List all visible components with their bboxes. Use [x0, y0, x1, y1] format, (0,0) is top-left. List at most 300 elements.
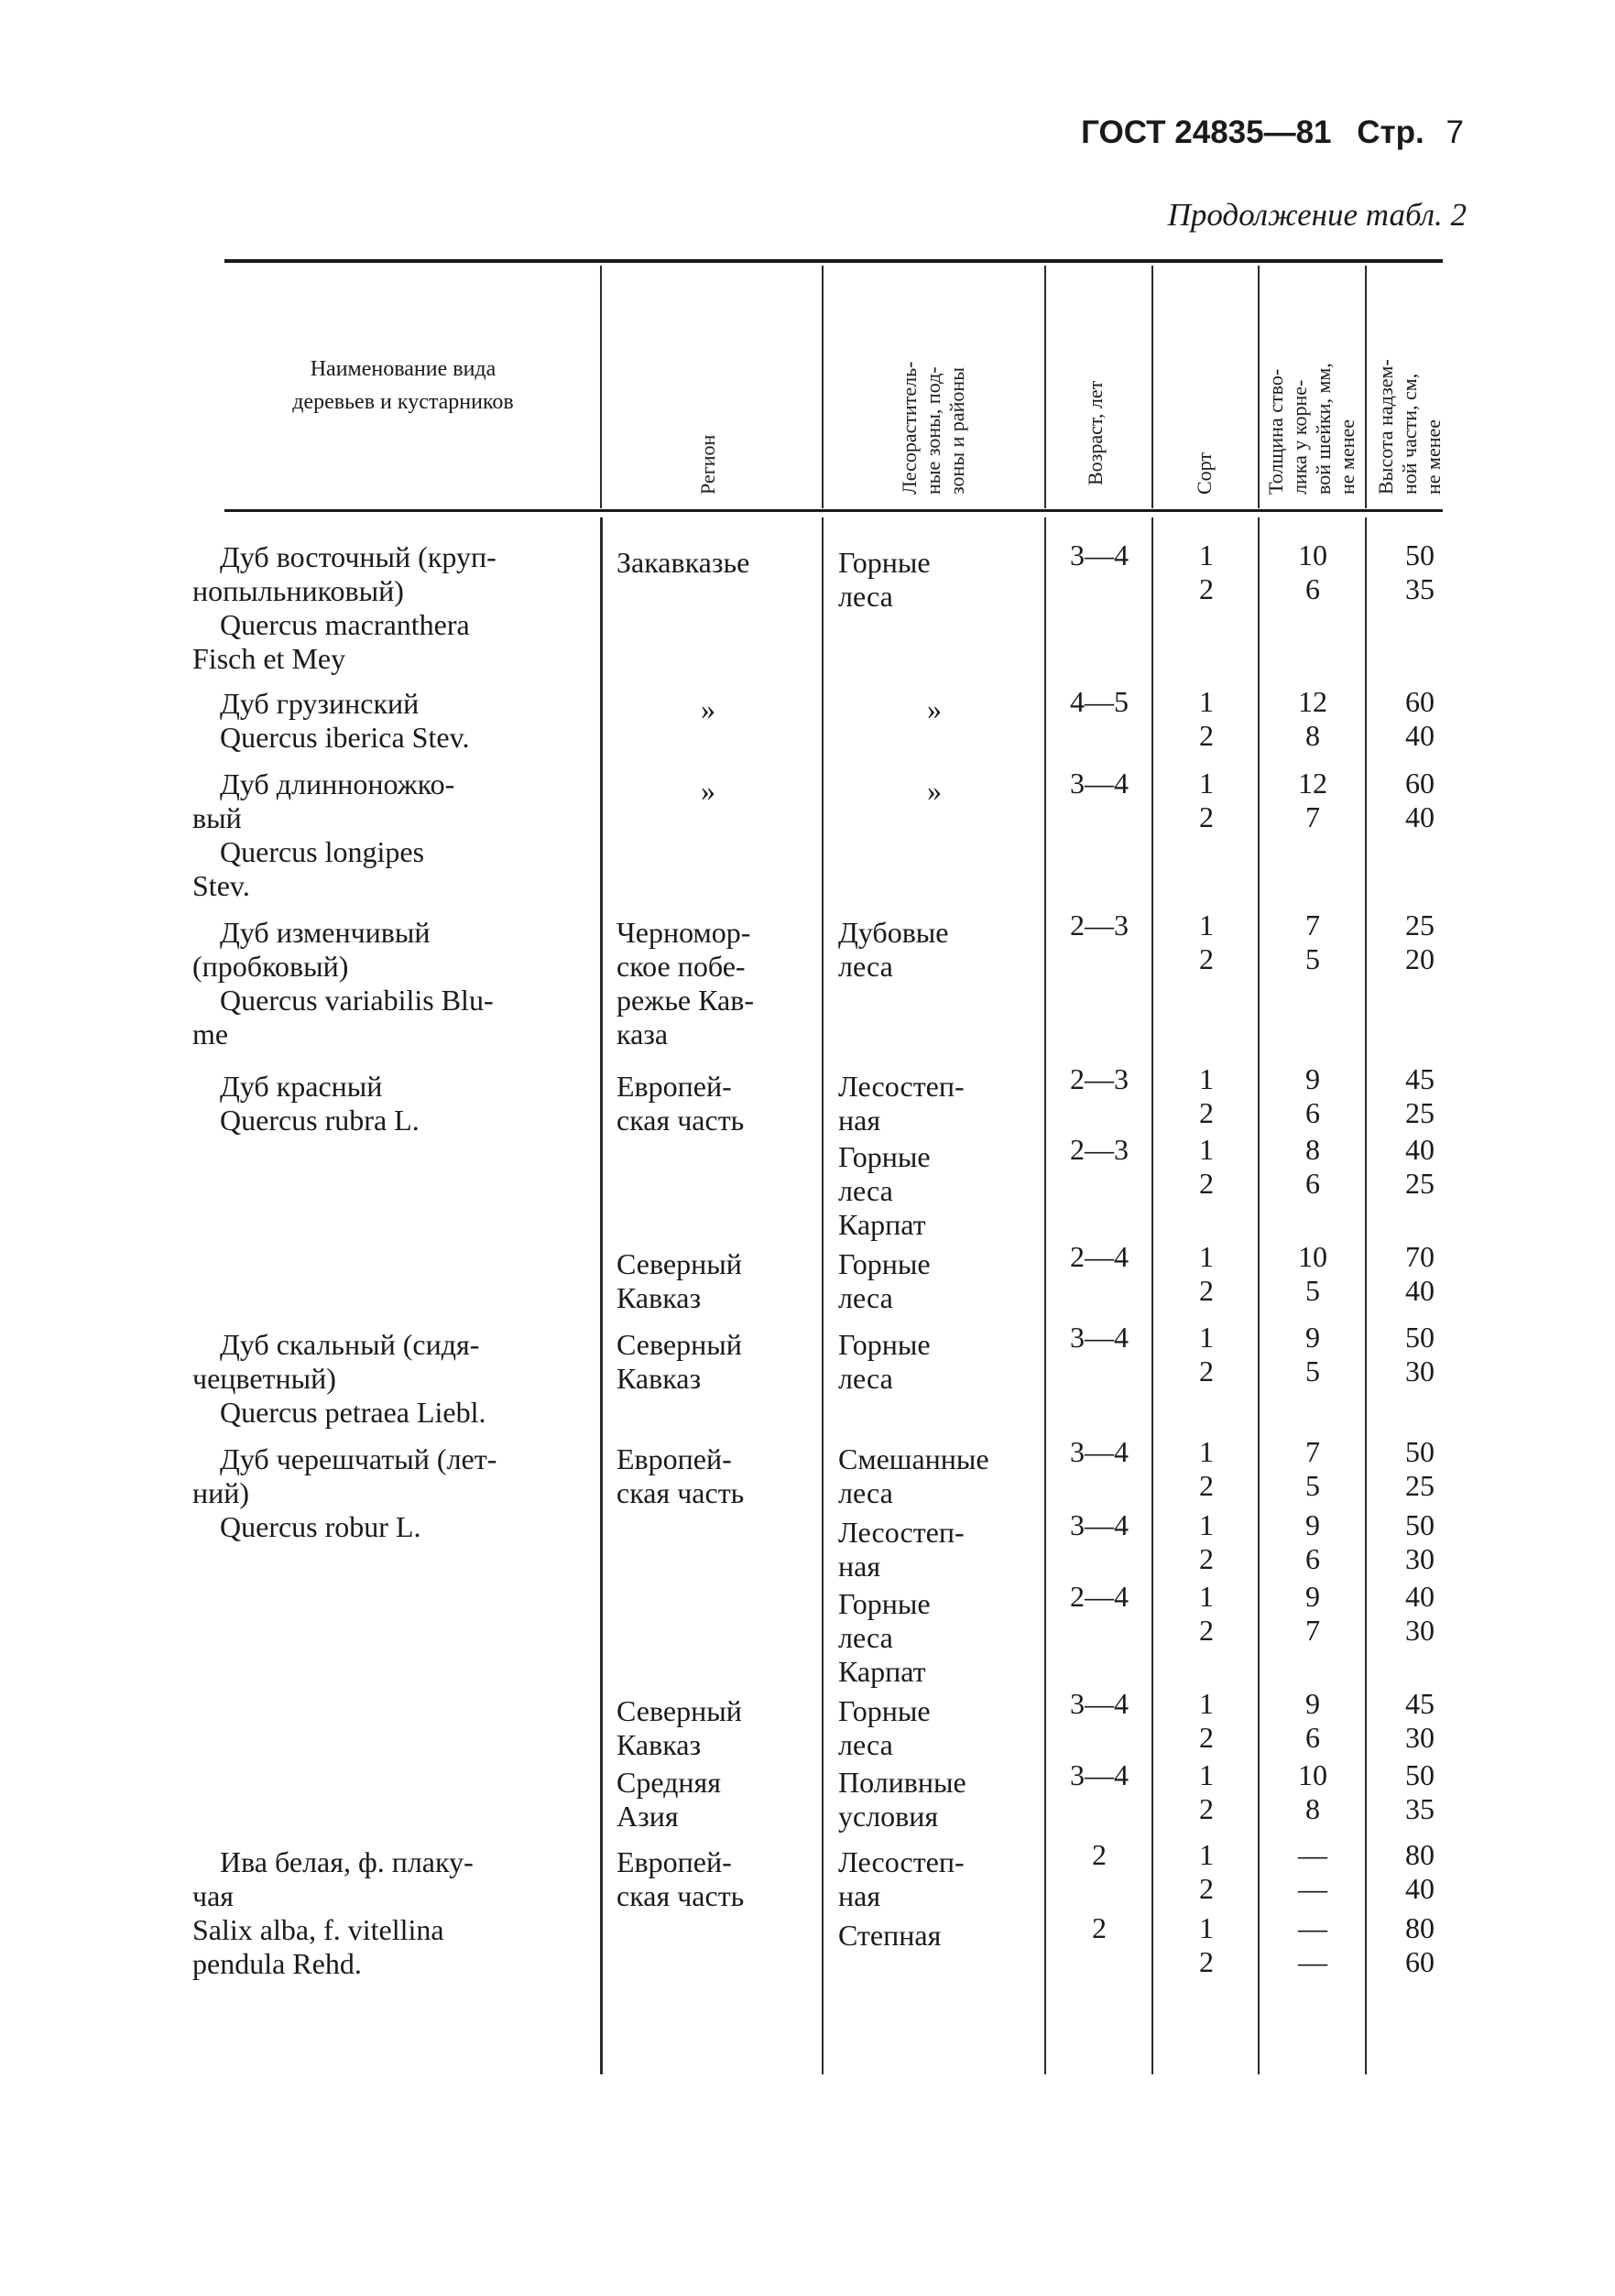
zone-cell	[838, 1328, 931, 1396]
species-name	[192, 1442, 582, 1544]
col-header-grade	[1193, 452, 1217, 495]
thickness-cell-line: 6	[1305, 1542, 1320, 1575]
region-cell	[701, 692, 715, 726]
standard-number: ГОСТ 24835—81	[1081, 114, 1332, 150]
age-cell: 2—3	[1070, 1062, 1129, 1095]
region-cell	[617, 1694, 742, 1762]
region-cell	[617, 1442, 744, 1510]
thickness-cell-line: —	[1298, 1872, 1327, 1905]
thickness-cell	[1262, 1240, 1363, 1308]
region-line: ское побе-	[617, 950, 746, 983]
col-divider-2-head	[822, 266, 824, 508]
region-cell	[617, 916, 754, 1051]
zone-cell-line: Горные	[838, 1328, 931, 1361]
name-line: ний)	[192, 1476, 250, 1509]
name-line: Quercus longipes	[220, 835, 425, 868]
region-line: »	[701, 692, 715, 725]
thickness-cell	[1262, 1911, 1363, 1979]
grade-cell	[1156, 767, 1257, 834]
name-line: Дуб скальный (сидя-	[220, 1328, 480, 1361]
zone-cell	[838, 1516, 965, 1583]
height-cell	[1369, 1321, 1470, 1388]
zone-cell	[838, 1070, 965, 1137]
height-cell-line: 50	[1405, 539, 1435, 571]
zone-cell-line: Дубовые	[838, 916, 949, 949]
zone-cell-line: Карпат	[838, 1655, 926, 1688]
col-header-line: зоны и районы	[945, 367, 968, 495]
zone-cell-line: »	[927, 692, 942, 725]
height-cell-line: 35	[1405, 1792, 1435, 1825]
height-cell	[1369, 767, 1470, 834]
region-line: Северный	[617, 1694, 742, 1727]
height-cell	[1369, 1758, 1470, 1826]
thickness-cell-line: 7	[1305, 1614, 1320, 1647]
grade-cell-line: 2	[1199, 1792, 1214, 1825]
grade-cell	[1156, 1911, 1257, 1979]
zone-cell-line: Горные	[838, 1247, 931, 1280]
grade-cell-line: 1	[1199, 1911, 1214, 1944]
age-cell: 2—4	[1070, 1580, 1129, 1613]
height-cell	[1369, 1838, 1470, 1906]
grade-cell	[1156, 1133, 1257, 1201]
grade-cell	[1156, 909, 1257, 976]
thickness-cell	[1262, 1580, 1363, 1648]
height-cell	[1369, 1435, 1470, 1503]
thickness-cell	[1262, 539, 1363, 606]
zone-cell	[838, 1247, 931, 1315]
zone-cell-line: Лесостеп-	[838, 1516, 965, 1549]
height-cell-line: 40	[1405, 1133, 1435, 1166]
grade-cell-line: 2	[1199, 800, 1214, 833]
zone-cell-line: Степная	[838, 1919, 942, 1952]
height-cell-line: 25	[1405, 909, 1435, 941]
region-cell	[617, 1070, 744, 1137]
height-cell-line: 80	[1405, 1838, 1435, 1871]
name-line: Дуб изменчивый	[220, 916, 431, 949]
thickness-cell	[1262, 1435, 1363, 1503]
thickness-cell-line: 5	[1305, 1469, 1320, 1502]
age-cell: 2	[1092, 1911, 1107, 1944]
name-line: вый	[192, 801, 242, 834]
col-header-line: ные зоны, под-	[922, 366, 944, 495]
height-cell-line: 40	[1405, 800, 1435, 833]
grade-cell-line: 2	[1199, 1096, 1214, 1129]
grade-cell	[1156, 1687, 1257, 1755]
col-divider-1-head	[600, 266, 602, 508]
height-cell	[1369, 685, 1470, 753]
grade-cell-line: 2	[1199, 1721, 1214, 1754]
col-header-line: ной части, см,	[1398, 373, 1421, 495]
thickness-cell-line: 9	[1305, 1508, 1320, 1541]
zone-cell-line: Горные	[838, 546, 931, 579]
grade-cell-line: 2	[1199, 1945, 1214, 1978]
height-cell	[1369, 1508, 1470, 1576]
height-cell-line: 25	[1405, 1167, 1435, 1200]
name-line: Дуб красный	[220, 1070, 383, 1103]
col-header-line: не менее	[1422, 419, 1445, 495]
thickness-cell-line: 5	[1305, 1274, 1320, 1307]
zone-cell-line: Смешанные	[838, 1442, 989, 1475]
grade-cell-line: 1	[1199, 539, 1214, 571]
grade-cell-line: 1	[1199, 1758, 1214, 1791]
col-header-name-line: Наименование вида	[310, 357, 497, 381]
col-divider-5	[1258, 517, 1260, 2074]
height-cell	[1369, 1687, 1470, 1755]
col-header-line: Толщина ство-	[1264, 368, 1287, 495]
age-cell: 3—4	[1070, 1435, 1129, 1468]
name-line: me	[192, 1017, 229, 1050]
height-cell	[1369, 1240, 1470, 1308]
height-cell	[1369, 1911, 1470, 1979]
col-divider-6	[1365, 517, 1367, 2074]
thickness-cell-line: 6	[1305, 1167, 1320, 1200]
height-cell-line: 20	[1405, 942, 1435, 975]
thickness-cell-line: 8	[1305, 1133, 1320, 1166]
zone-cell	[838, 1919, 941, 1953]
region-cell	[617, 546, 749, 580]
thickness-cell	[1262, 685, 1363, 753]
col-divider-5-head	[1258, 266, 1260, 508]
col-header-region	[696, 435, 720, 495]
col-header-name-line: деревьев и кустарников	[292, 390, 514, 414]
zone-cell-line: Горные	[838, 1694, 931, 1727]
height-cell-line: 60	[1405, 685, 1435, 718]
col-divider-4-head	[1151, 266, 1153, 508]
name-line: Quercus robur L.	[220, 1510, 421, 1543]
thickness-cell-line: 10	[1298, 1758, 1327, 1791]
grade-cell	[1156, 1240, 1257, 1308]
col-divider-4	[1151, 517, 1153, 2074]
name-line: pendula Rehd.	[192, 1947, 362, 1980]
thickness-cell-line: 10	[1298, 1240, 1327, 1273]
zone-cell-line: леса	[838, 1476, 893, 1509]
height-cell-line: 60	[1405, 1945, 1435, 1978]
zone-cell-line: »	[927, 774, 942, 807]
grade-cell-line: 1	[1199, 909, 1214, 941]
thickness-cell-line: 9	[1305, 1321, 1320, 1354]
zone-cell-line: условия	[838, 1800, 939, 1833]
species-name	[220, 687, 582, 755]
height-cell-line: 25	[1405, 1096, 1435, 1129]
height-cell-line: 30	[1405, 1355, 1435, 1387]
region-line: ская часть	[617, 1879, 745, 1912]
height-cell-line: 70	[1405, 1240, 1435, 1273]
height-cell-line: 30	[1405, 1721, 1435, 1754]
zone-cell-line: Горные	[838, 1140, 931, 1173]
region-line: Закавказье	[617, 546, 750, 579]
height-cell-line: 40	[1405, 1274, 1435, 1307]
grade-cell	[1156, 539, 1257, 606]
species-name	[192, 767, 582, 903]
zone-cell-line: леса	[838, 1174, 893, 1207]
page-number: 7	[1446, 114, 1464, 150]
height-cell	[1369, 909, 1470, 976]
name-line: Дуб грузинский	[220, 687, 420, 720]
zone-cell	[907, 692, 962, 726]
col-divider-6-head	[1365, 266, 1367, 508]
zone-cell-line: Карпат	[838, 1208, 926, 1241]
thickness-cell	[1262, 909, 1363, 976]
height-cell-line: 45	[1405, 1062, 1435, 1095]
name-line: Quercus rubra L.	[220, 1104, 420, 1137]
zone-cell	[838, 1694, 931, 1762]
region-cell	[701, 774, 715, 808]
name-line: нопыльниковый)	[192, 574, 404, 607]
age-cell: 2—4	[1070, 1240, 1129, 1273]
age-cell: 2—3	[1070, 1133, 1129, 1166]
thickness-cell-line: 5	[1305, 942, 1320, 975]
grade-cell-line: 2	[1199, 572, 1214, 605]
age-cell: 3—4	[1070, 1758, 1129, 1791]
zone-cell	[838, 546, 931, 614]
age-cell: 3—4	[1070, 1687, 1129, 1720]
thickness-cell-line: 9	[1305, 1062, 1320, 1095]
region-line: Европей-	[617, 1845, 732, 1878]
thickness-cell	[1262, 1758, 1363, 1826]
zone-cell-line: леса	[838, 1362, 893, 1395]
zone-cell-line: ная	[838, 1104, 881, 1137]
grade-cell-line: 2	[1199, 1542, 1214, 1575]
col-header-zone	[898, 362, 969, 495]
region-line: Кавказ	[617, 1728, 702, 1761]
age-cell: 3—4	[1070, 539, 1129, 571]
zone-cell	[907, 774, 962, 808]
col-header-line: не менее	[1336, 419, 1359, 495]
grade-cell	[1156, 1508, 1257, 1576]
name-line: Quercus macranthera	[220, 608, 470, 641]
grade-cell-line: 1	[1199, 1838, 1214, 1871]
col-divider-3-head	[1044, 266, 1046, 508]
zone-cell-line: леса	[838, 1728, 893, 1761]
height-cell-line: 35	[1405, 572, 1435, 605]
grade-cell	[1156, 1838, 1257, 1906]
age-cell: 4—5	[1070, 685, 1129, 718]
thickness-cell-line: 9	[1305, 1580, 1320, 1613]
grade-cell-line: 2	[1199, 942, 1214, 975]
region-line: Европей-	[617, 1442, 732, 1475]
region-cell	[617, 1247, 742, 1315]
grade-cell	[1156, 1758, 1257, 1826]
zone-cell-line: леса	[838, 950, 893, 983]
height-cell-line: 50	[1405, 1758, 1435, 1791]
zone-cell-line: Горные	[838, 1587, 931, 1620]
region-line: ская часть	[617, 1476, 745, 1509]
height-cell-line: 50	[1405, 1435, 1435, 1468]
name-line: чая	[192, 1879, 235, 1912]
zone-cell	[838, 1140, 931, 1242]
thickness-cell-line: 8	[1305, 1792, 1320, 1825]
name-line: Дуб черешчатый (лет-	[220, 1442, 497, 1475]
name-line: Stev.	[192, 869, 250, 902]
col-header-line: Лесораститель-	[898, 361, 921, 495]
region-cell	[617, 1766, 721, 1834]
thickness-cell-line: 6	[1305, 1721, 1320, 1754]
thickness-cell-line: 5	[1305, 1355, 1320, 1387]
grade-cell-line: 2	[1199, 1872, 1214, 1905]
region-line: Азия	[617, 1800, 679, 1833]
grade-cell-line: 1	[1199, 1508, 1214, 1541]
name-line: Quercus petraea Liebl.	[220, 1396, 486, 1429]
grade-cell-line: 1	[1199, 1580, 1214, 1613]
zone-cell	[838, 1845, 965, 1913]
height-cell	[1369, 539, 1470, 606]
thickness-cell	[1262, 767, 1363, 834]
height-cell-line: 45	[1405, 1687, 1435, 1720]
grade-cell-line: 1	[1199, 1062, 1214, 1095]
grade-cell-line: 1	[1199, 1687, 1214, 1720]
grade-cell	[1156, 1062, 1257, 1130]
thickness-cell	[1262, 1062, 1363, 1130]
age-cell: 2	[1092, 1838, 1107, 1871]
region-cell	[617, 1845, 744, 1913]
grade-cell-line: 2	[1199, 1355, 1214, 1387]
table-top-rule	[224, 259, 1443, 263]
thickness-cell-line: 12	[1298, 767, 1327, 800]
thickness-cell-line: 6	[1305, 572, 1320, 605]
name-line: Ива белая, ф. плаку-	[220, 1845, 474, 1878]
height-cell-line: 60	[1405, 767, 1435, 800]
col-header-thickness	[1264, 363, 1359, 495]
thickness-cell-line: 6	[1305, 1096, 1320, 1129]
zone-cell-line: леса	[838, 580, 893, 613]
grade-cell-line: 1	[1199, 767, 1214, 800]
grade-cell-line: 1	[1199, 685, 1214, 718]
thickness-cell-line: —	[1298, 1911, 1327, 1944]
grade-cell-line: 1	[1199, 1240, 1214, 1273]
col-header-line: вой шейки, мм,	[1312, 363, 1335, 495]
height-cell-line: 25	[1405, 1469, 1435, 1502]
age-cell: 2—3	[1070, 909, 1129, 941]
thickness-cell-line: —	[1298, 1945, 1327, 1978]
height-cell-line: 50	[1405, 1508, 1435, 1541]
grade-cell	[1156, 1580, 1257, 1648]
height-cell-line: 80	[1405, 1911, 1435, 1944]
thickness-cell-line: 10	[1298, 539, 1327, 571]
table-continuation-caption: Продолжение табл. 2	[1167, 197, 1467, 233]
col-header-line: Высота надзем-	[1374, 359, 1397, 495]
region-line: ская часть	[617, 1104, 745, 1137]
name-line: (пробковый)	[192, 950, 349, 983]
col-divider-1	[600, 517, 603, 2074]
col-header-age	[1084, 381, 1108, 485]
grade-cell	[1156, 1321, 1257, 1388]
region-line: Средняя	[617, 1766, 721, 1799]
page-label: Стр.	[1357, 114, 1424, 150]
col-header-line: Регион	[696, 434, 719, 495]
thickness-cell	[1262, 1508, 1363, 1576]
species-name	[220, 1070, 582, 1137]
grade-cell	[1156, 685, 1257, 753]
thickness-cell-line: 8	[1305, 719, 1320, 752]
grade-cell-line: 2	[1199, 1167, 1214, 1200]
species-name	[192, 540, 582, 676]
species-name	[192, 1845, 582, 1981]
col-header-height	[1374, 359, 1446, 495]
grade-cell-line: 2	[1199, 1469, 1214, 1502]
grade-cell-line: 1	[1199, 1133, 1214, 1166]
thickness-cell-line: 7	[1305, 800, 1320, 833]
header-bottom-rule	[224, 509, 1443, 512]
region-line: Северный	[617, 1247, 742, 1280]
col-header-line: Возраст, лет	[1084, 380, 1107, 485]
height-cell-line: 40	[1405, 719, 1435, 752]
region-line: каза	[617, 1017, 669, 1050]
name-line: Дуб восточный (круп-	[220, 540, 497, 573]
col-divider-3	[1044, 517, 1046, 2074]
thickness-cell-line: 9	[1305, 1687, 1320, 1720]
height-cell-line: 30	[1405, 1542, 1435, 1575]
grade-cell-line: 2	[1199, 1614, 1214, 1647]
name-line: Salix alba, f. vitellina	[192, 1913, 444, 1946]
thickness-cell-line: —	[1298, 1838, 1327, 1871]
zone-cell-line: Поливные	[838, 1766, 966, 1799]
region-line: Кавказ	[617, 1281, 702, 1314]
zone-cell-line: леса	[838, 1281, 893, 1314]
age-cell: 3—4	[1070, 767, 1129, 800]
thickness-cell	[1262, 1321, 1363, 1388]
thickness-cell	[1262, 1687, 1363, 1755]
region-line: режье Кав-	[617, 984, 754, 1017]
col-header-name	[211, 353, 595, 419]
zone-cell	[838, 1766, 966, 1834]
zone-cell-line: Лесостеп-	[838, 1070, 965, 1103]
zone-cell	[838, 916, 949, 984]
grade-cell-line: 2	[1199, 1274, 1214, 1307]
col-divider-2	[822, 517, 824, 2074]
region-cell	[617, 1328, 742, 1396]
page-header	[1081, 114, 1464, 151]
height-cell	[1369, 1062, 1470, 1130]
thickness-cell-line: 7	[1305, 909, 1320, 941]
zone-cell-line: ная	[838, 1550, 881, 1583]
height-cell-line: 30	[1405, 1614, 1435, 1647]
zone-cell	[838, 1587, 931, 1689]
grade-cell-line: 1	[1199, 1435, 1214, 1468]
age-cell: 3—4	[1070, 1321, 1129, 1354]
thickness-cell-line: 7	[1305, 1435, 1320, 1468]
zone-cell-line: Лесостеп-	[838, 1845, 965, 1878]
name-line: Quercus variabilis Blu-	[220, 984, 494, 1017]
thickness-cell	[1262, 1133, 1363, 1201]
height-cell-line: 50	[1405, 1321, 1435, 1354]
region-line: Европей-	[617, 1070, 732, 1103]
region-line: Кавказ	[617, 1362, 702, 1395]
grade-cell	[1156, 1435, 1257, 1503]
zone-cell-line: леса	[838, 1621, 893, 1654]
region-line: »	[701, 774, 715, 807]
col-header-line: лика у корне-	[1288, 379, 1311, 495]
species-name	[192, 916, 582, 1051]
height-cell	[1369, 1133, 1470, 1201]
zone-cell-line: ная	[838, 1879, 881, 1912]
name-line: Дуб длинноножко-	[220, 767, 455, 800]
zone-cell	[838, 1442, 989, 1510]
name-line: чецветный)	[192, 1362, 336, 1395]
name-line: Fisch et Mey	[192, 642, 346, 675]
height-cell-line: 40	[1405, 1872, 1435, 1905]
thickness-cell	[1262, 1838, 1363, 1906]
grade-cell-line: 2	[1199, 719, 1214, 752]
height-cell-line: 40	[1405, 1580, 1435, 1613]
grade-cell-line: 1	[1199, 1321, 1214, 1354]
region-line: Северный	[617, 1328, 742, 1361]
height-cell	[1369, 1580, 1470, 1648]
age-cell: 3—4	[1070, 1508, 1129, 1541]
region-line: Черномор-	[617, 916, 751, 949]
name-line: Quercus iberica Stev.	[220, 721, 470, 754]
thickness-cell-line: 12	[1298, 685, 1327, 718]
species-name	[192, 1328, 582, 1430]
